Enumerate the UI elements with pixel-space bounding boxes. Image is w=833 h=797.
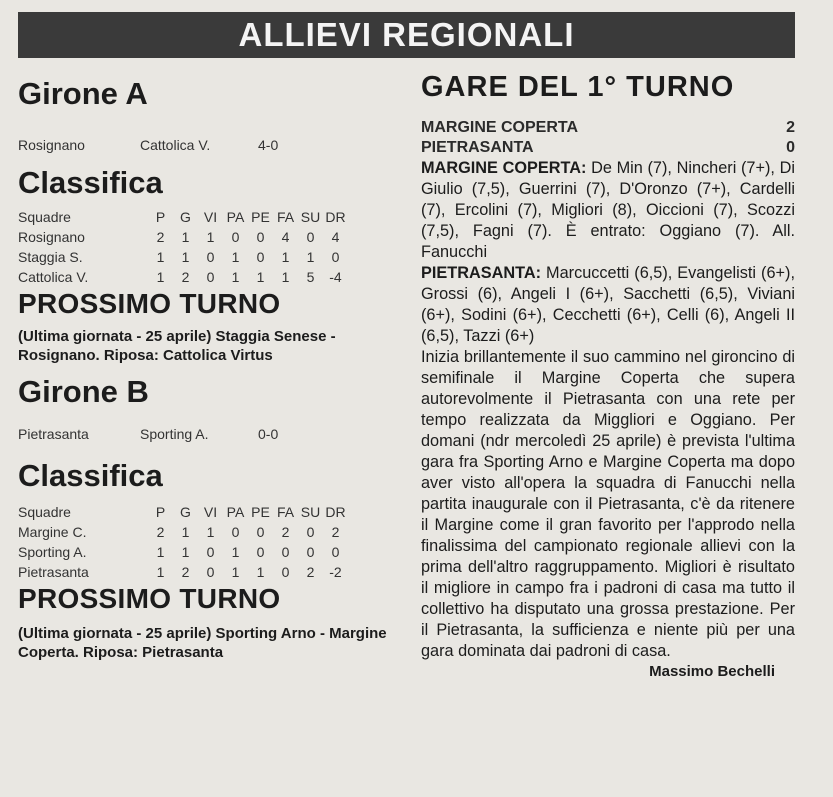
header-cell: VI — [203, 209, 218, 225]
girone-b-standings — [18, 502, 348, 582]
girone-b-classifica-title: Classifica — [18, 458, 163, 493]
header-cell: PE — [251, 209, 270, 225]
stat-cell: 1 — [156, 269, 165, 285]
result-away: Sporting A. — [140, 426, 209, 442]
girone-a-classifica-title: Classifica — [18, 165, 163, 200]
standings-header — [18, 207, 348, 227]
girone-b-result — [18, 424, 398, 444]
stat-cell: 2 — [181, 269, 190, 285]
result-away: Cattolica V. — [140, 137, 211, 153]
stat-cell: 1 — [231, 544, 240, 560]
table-row — [18, 542, 348, 562]
lineup-team-label: PIETRASANTA: — [421, 264, 541, 282]
stat-cell: 0 — [206, 544, 215, 560]
stat-cell: 1 — [156, 544, 165, 560]
header-cell: Squadre — [18, 504, 71, 520]
match-score: 2 — [786, 119, 795, 136]
header-cell: PA — [226, 504, 245, 520]
stat-cell: 0 — [306, 544, 315, 560]
stat-cell: 2 — [181, 564, 190, 580]
stat-cell: 1 — [181, 229, 190, 245]
header-cell: G — [180, 209, 191, 225]
stat-cell: 1 — [231, 269, 240, 285]
stat-cell: 1 — [281, 269, 290, 285]
stat-cell: 1 — [281, 249, 290, 265]
stat-cell: 0 — [306, 524, 315, 540]
header-cell: SU — [300, 209, 321, 225]
stat-cell: 2 — [156, 524, 165, 540]
header-cell: FA — [276, 209, 295, 225]
left-column — [18, 74, 398, 662]
stat-cell: 0 — [281, 544, 290, 560]
girone-a-title: Girone A — [18, 76, 148, 111]
lineup-players: De Min (7), Nincheri (7+), Di Giulio (7,5), Guerrini (7), D'Oronzo (7+), Cardelli (7), Ercolini (7), Migliori (8), Oiccioni (7), Scozzi (7,5), Fagni (7). È entrato: Oggiano (7). All. Fanucchi — [421, 159, 795, 261]
match-team: PIETRASANTA — [421, 139, 534, 156]
stat-cell: 2 — [281, 524, 290, 540]
team-cell: Staggia S. — [18, 249, 83, 265]
match-line — [421, 118, 795, 138]
stat-cell: 4 — [281, 229, 290, 245]
section-banner: ALLIEVI REGIONALI — [18, 12, 795, 58]
stat-cell: 0 — [331, 249, 340, 265]
stat-cell: 0 — [306, 229, 315, 245]
stat-cell: 5 — [306, 269, 315, 285]
stat-cell: 1 — [306, 249, 315, 265]
team-cell: Sporting A. — [18, 544, 87, 560]
header-cell: G — [180, 504, 191, 520]
stat-cell: 1 — [156, 249, 165, 265]
stat-cell: 0 — [231, 524, 240, 540]
stat-cell: -4 — [329, 269, 342, 285]
header-cell: Squadre — [18, 209, 71, 225]
header-cell: PA — [226, 209, 245, 225]
stat-cell: 2 — [306, 564, 315, 580]
header-cell: FA — [276, 504, 295, 520]
standings-header — [18, 502, 348, 522]
girone-b-prossimo-title: PROSSIMO TURNO — [18, 583, 281, 614]
girone-a-result — [18, 135, 398, 155]
stat-cell: 1 — [156, 564, 165, 580]
team-cell: Pietrasanta — [18, 564, 89, 580]
stat-cell: 0 — [256, 544, 265, 560]
team-cell: Margine C. — [18, 524, 87, 540]
stat-cell: 1 — [231, 564, 240, 580]
girone-b-prossimo-text: (Ultima giornata - 25 aprile) Sporting Arno - Margine Coperta. Riposa: Pietrasanta — [18, 625, 387, 661]
lineup-home — [421, 158, 795, 263]
stat-cell: 1 — [206, 524, 215, 540]
header-cell: P — [155, 209, 166, 225]
stat-cell: 1 — [181, 249, 190, 265]
stat-cell: -2 — [329, 564, 342, 580]
stat-cell: 2 — [156, 229, 165, 245]
girone-b-title: Girone B — [18, 374, 149, 409]
stat-cell: 0 — [281, 564, 290, 580]
match-team: MARGINE COPERTA — [421, 119, 579, 136]
result-home: Pietrasanta — [18, 426, 89, 442]
stat-cell: 0 — [206, 269, 215, 285]
header-cell: DR — [325, 209, 346, 225]
stat-cell: 1 — [256, 564, 265, 580]
stat-cell: 0 — [256, 229, 265, 245]
stat-cell: 0 — [231, 229, 240, 245]
lineup-away — [421, 263, 795, 347]
stat-cell: 1 — [206, 229, 215, 245]
table-row — [18, 562, 348, 582]
result-score: 4-0 — [258, 137, 279, 153]
team-cell: Rosignano — [18, 229, 85, 245]
author-signature: Massimo Bechelli — [649, 663, 775, 680]
stat-cell: 0 — [206, 564, 215, 580]
stat-cell: 0 — [206, 249, 215, 265]
lineup-team-label: MARGINE COPERTA: — [421, 159, 587, 177]
stat-cell: 1 — [181, 544, 190, 560]
match-score: 0 — [786, 139, 795, 156]
stat-cell: 0 — [256, 249, 265, 265]
table-row — [18, 267, 348, 287]
right-column — [421, 68, 795, 680]
stat-cell: 1 — [181, 524, 190, 540]
header-cell: PE — [251, 504, 270, 520]
lineup-players: Marcuccetti (6,5), Evangelisti (6+), Grossi (6), Angeli I (6+), Sacchetti (6,5), Viviani (6+), Sodini (6+), Cecchetti (6+), Celli (6), Angeli II (6,5), Tazzi (6+) — [421, 264, 795, 345]
match-line — [421, 138, 795, 158]
table-row — [18, 522, 348, 542]
stat-cell: 0 — [256, 524, 265, 540]
header-cell: VI — [203, 504, 218, 520]
table-row — [18, 247, 348, 267]
stat-cell: 4 — [331, 229, 340, 245]
header-cell: P — [155, 504, 166, 520]
result-home: Rosignano — [18, 137, 85, 153]
stat-cell: 1 — [256, 269, 265, 285]
stat-cell: 0 — [331, 544, 340, 560]
header-cell: SU — [300, 504, 321, 520]
header-cell: DR — [325, 504, 346, 520]
girone-a-prossimo-text: (Ultima giornata - 25 aprile) Staggia Senese - Rosignano. Riposa: Cattolica Virtus — [18, 328, 336, 364]
table-row — [18, 227, 348, 247]
girone-a-prossimo-title: PROSSIMO TURNO — [18, 288, 281, 319]
match-report: Inizia brillantemente il suo cammino nel gironcino di semifinale il Margine Coperta che supera autorevolmente il Pietrasanta con una rete per tempo realizzata da Miggliori e Oggiano. Per domani (ndr mercoledì 25 aprile) è prevista l'ultima gara fra Sporting Arno e Margine Coperta ma dopo aver visto all'opera la squadra di Fanucchi nella partita inaugurale con il Pietrasanta, c'è da ritenere il Margine come il gran favorito per l'approdo nella finalissima del campionato regionale allievi con la prima dell'altro raggruppamento. Migliori è risultato il migliore in campo fra i padroni di casa ma tutto il collettivo ha disputato una grossa prestazione. Per il Pietrasanta, la sufficienza e niente più per una gara dominata dai padroni di casa. — [421, 348, 795, 660]
gare-title: GARE DEL 1° TURNO — [421, 71, 735, 103]
stat-cell: 2 — [331, 524, 340, 540]
team-cell: Cattolica V. — [18, 269, 89, 285]
stat-cell: 1 — [231, 249, 240, 265]
girone-a-standings — [18, 207, 348, 287]
result-score: 0-0 — [258, 426, 279, 442]
